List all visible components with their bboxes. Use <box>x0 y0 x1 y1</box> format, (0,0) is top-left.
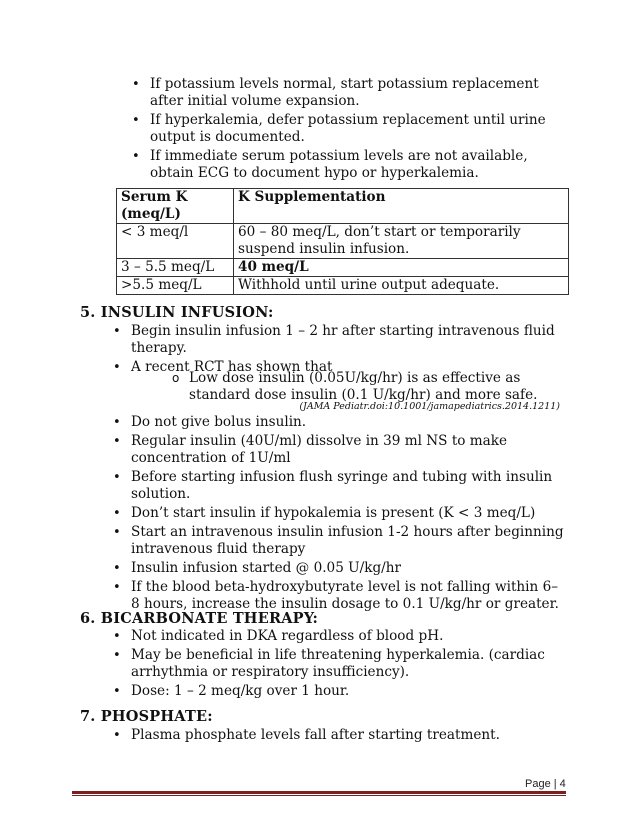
list-item: • If immediate serum potassium levels are not available, obtain ECG to document hypo or hyperkalemia. <box>150 148 570 182</box>
citation: (JAMA Pediatr.doi:10.1001/jamapediatrics.2014.1211) <box>299 401 560 412</box>
insulin-bullets-b <box>131 414 566 615</box>
footer-rule-thin <box>72 795 566 796</box>
table-header-row <box>117 189 569 224</box>
table-cell: >5.5 meq/L <box>117 277 234 295</box>
list-item: • Dose: 1 – 2 meq/kg over 1 hour. <box>131 683 566 700</box>
table-row <box>117 259 569 277</box>
list-item: • Start an intravenous insulin infusion 1-2 hours after beginning intravenous fluid therapy <box>131 524 566 558</box>
list-item: • Begin insulin infusion 1 – 2 hr after starting intravenous fluid therapy. <box>131 323 566 357</box>
table-header-cell: K Supplementation <box>234 189 569 224</box>
list-item: • Regular insulin (40U/ml) dissolve in 39 ml NS to make concentration of 1U/ml <box>131 433 566 467</box>
table-row <box>117 277 569 295</box>
list-item: • Not indicated in DKA regardless of blood pH. <box>131 628 566 645</box>
table-row <box>117 224 569 259</box>
list-item: • If potassium levels normal, start potassium replacement after initial volume expansion. <box>150 76 570 110</box>
list-item: • Don’t start insulin if hypokalemia is present (K < 3 meq/L) <box>131 505 566 522</box>
table-header-cell: Serum K (meq/L) <box>117 189 234 224</box>
list-item: • Do not give bolus insulin. <box>131 414 566 431</box>
list-item: • Insulin infusion started @ 0.05 U/kg/hr <box>131 560 566 577</box>
table-cell: Withhold until urine output adequate. <box>234 277 569 295</box>
table-cell: 60 – 80 meq/L, don’t start or temporarily suspend insulin infusion. <box>234 224 569 259</box>
table-cell: < 3 meq/l <box>117 224 234 259</box>
section-heading-bicarbonate: 6. BICARBONATE THERAPY: <box>80 610 319 627</box>
footer-rule <box>72 791 566 794</box>
bicarbonate-bullets <box>131 628 566 702</box>
potassium-table <box>116 188 569 295</box>
list-item: o Low dose insulin (0.05U/kg/hr) is as effective as standard dose insulin (0.1 U/kg/hr) and more safe. <box>189 370 549 404</box>
list-item: • Before starting infusion flush syringe and tubing with insulin solution. <box>131 469 566 503</box>
potassium-bullets <box>150 76 570 184</box>
phosphate-bullets <box>131 727 566 746</box>
list-item: • May be beneficial in life threatening hyperkalemia. (cardiac arrhythmia or respiratory insufficiency). <box>131 647 566 681</box>
list-item: • A recent RCT has shown that <box>131 359 566 376</box>
list-item: • If hyperkalemia, defer potassium replacement until urine output is documented. <box>150 112 570 146</box>
table-cell: 40 meq/L <box>234 259 569 277</box>
page-number: Page | 4 <box>525 778 566 790</box>
section-heading-insulin: 5. INSULIN INFUSION: <box>80 304 274 321</box>
section-heading-phosphate: 7. PHOSPHATE: <box>80 708 213 725</box>
list-item: • If the blood beta-hydroxybutyrate level is not falling within 6–8 hours, increase the insulin dosage to 0.1 U/kg/hr or greater. <box>131 579 566 613</box>
table-cell: 3 – 5.5 meq/L <box>117 259 234 277</box>
list-item: • Plasma phosphate levels fall after starting treatment. <box>131 727 566 744</box>
